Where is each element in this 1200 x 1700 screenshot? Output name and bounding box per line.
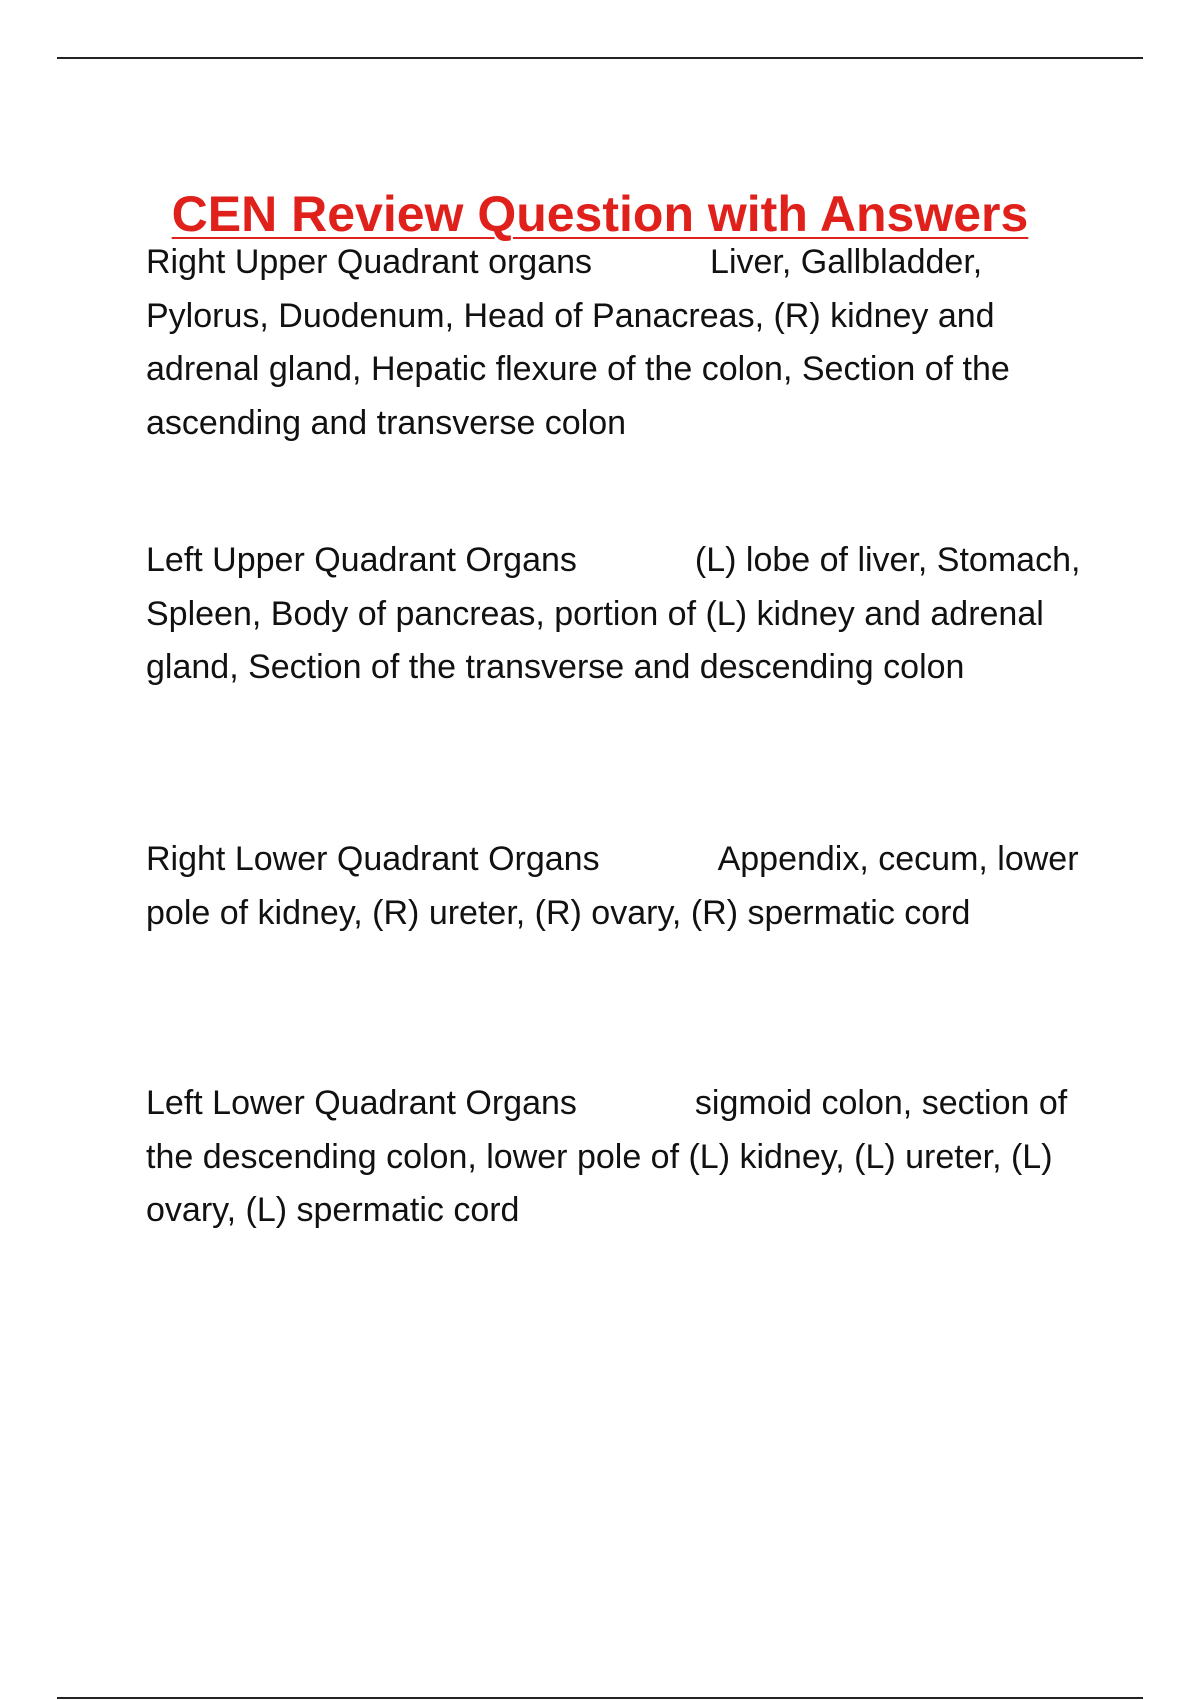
entry-term: Right Upper Quadrant organs: [146, 243, 593, 281]
entry-definition: (L) lobe of liver, Stomach, Spleen, Body of pancreas, portion of (L) kidney and adrenal gland, Section of the transverse and descending colon: [146, 541, 1081, 686]
entry-definition: Appendix, cecum, lower pole of kidney, (R) ureter, (R) ovary, (R) spermatic cord: [146, 840, 1079, 932]
entry-right-upper-quadrant: [146, 236, 1106, 450]
entry-term: Right Lower Quadrant Organs: [146, 840, 600, 878]
entry-right-lower-quadrant: [146, 833, 1106, 940]
entry-left-upper-quadrant: [146, 534, 1106, 695]
bottom-divider: [57, 1697, 1143, 1699]
entry-left-lower-quadrant: [146, 1077, 1106, 1238]
entry-term: Left Upper Quadrant Organs: [146, 541, 577, 579]
entry-definition: sigmoid colon, section of the descending colon, lower pole of (L) kidney, (L) ureter, (L) ovary, (L) spermatic cord: [146, 1084, 1068, 1229]
page-title: CEN Review Question with Answers: [171, 185, 1029, 242]
top-divider: [57, 57, 1143, 59]
entry-term: Left Lower Quadrant Organs: [146, 1084, 577, 1122]
entry-definition: Liver, Gallbladder, Pylorus, Duodenum, Head of Panacreas, (R) kidney and adrenal gland, Hepatic flexure of the colon, Section of the ascending and transverse colon: [146, 243, 1010, 442]
